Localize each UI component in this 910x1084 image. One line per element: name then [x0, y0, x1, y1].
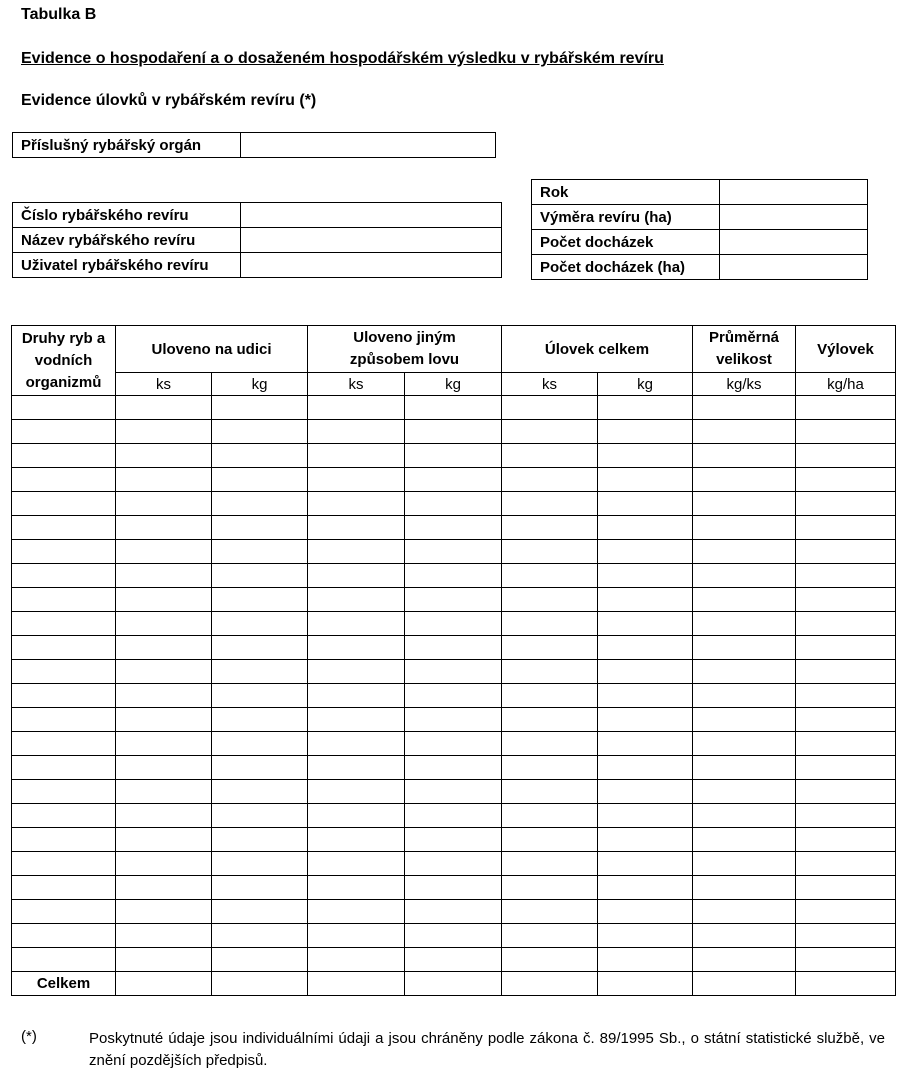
catch-table — [11, 325, 896, 996]
table-cell[interactable] — [308, 444, 405, 468]
unit-ks: ks — [116, 373, 212, 396]
table-cell[interactable] — [598, 564, 693, 588]
total-row — [12, 972, 896, 996]
table-cell[interactable] — [308, 396, 405, 420]
visits-label: Počet docházek — [532, 230, 720, 255]
unit-kg: kg — [212, 373, 308, 396]
table-cell[interactable] — [796, 876, 896, 900]
table-cell[interactable] — [116, 612, 212, 636]
table-cell[interactable] — [212, 540, 308, 564]
table-cell[interactable] — [405, 924, 502, 948]
total-catch-header: Úlovek celkem — [502, 326, 693, 373]
table-cell[interactable] — [308, 660, 405, 684]
table-cell[interactable] — [693, 444, 796, 468]
table-cell[interactable] — [308, 540, 405, 564]
table-row — [12, 828, 896, 852]
visits-per-ha-field[interactable] — [720, 255, 868, 280]
table-cell[interactable] — [502, 636, 598, 660]
table-cell[interactable] — [693, 876, 796, 900]
table-cell[interactable] — [116, 588, 212, 612]
area-field[interactable] — [720, 205, 868, 230]
table-row — [12, 756, 896, 780]
table-cell[interactable] — [12, 516, 116, 540]
table-cell[interactable] — [693, 924, 796, 948]
table-cell[interactable] — [405, 636, 502, 660]
species-header: Druhy ryb a vodních organizmů — [12, 326, 116, 396]
table-cell[interactable] — [502, 948, 598, 972]
table-cell[interactable] — [405, 516, 502, 540]
table-row — [12, 876, 896, 900]
table-cell[interactable] — [693, 828, 796, 852]
table-cell[interactable] — [212, 492, 308, 516]
table-cell[interactable] — [598, 636, 693, 660]
total-cell[interactable] — [308, 972, 405, 996]
table-cell[interactable] — [598, 516, 693, 540]
table-cell[interactable] — [308, 780, 405, 804]
table-cell[interactable] — [796, 516, 896, 540]
table-cell[interactable] — [212, 924, 308, 948]
table-cell[interactable] — [308, 828, 405, 852]
table-cell[interactable] — [405, 660, 502, 684]
unit-kg-per-ks: kg/ks — [693, 373, 796, 396]
table-cell[interactable] — [598, 660, 693, 684]
table-cell[interactable] — [212, 516, 308, 540]
table-cell[interactable] — [796, 756, 896, 780]
table-cell[interactable] — [116, 828, 212, 852]
total-cell[interactable] — [116, 972, 212, 996]
avg-size-header: Průměrná velikost — [693, 326, 796, 373]
table-cell[interactable] — [502, 420, 598, 444]
table-cell[interactable] — [502, 612, 598, 636]
table-cell[interactable] — [308, 900, 405, 924]
table-cell[interactable] — [502, 852, 598, 876]
table-cell[interactable] — [308, 564, 405, 588]
table-cell[interactable] — [212, 876, 308, 900]
table-cell[interactable] — [598, 732, 693, 756]
revir-number-label: Číslo rybářského revíru — [13, 203, 241, 228]
table-cell[interactable] — [308, 516, 405, 540]
table-cell[interactable] — [12, 468, 116, 492]
table-cell[interactable] — [405, 564, 502, 588]
table-cell[interactable] — [405, 468, 502, 492]
table-cell[interactable] — [693, 732, 796, 756]
table-cell[interactable] — [212, 804, 308, 828]
table-cell[interactable] — [212, 660, 308, 684]
table-cell[interactable] — [598, 468, 693, 492]
table-cell[interactable] — [502, 804, 598, 828]
organ-label: Příslušný rybářský orgán — [13, 133, 241, 158]
table-cell[interactable] — [693, 492, 796, 516]
visits-per-ha-label: Počet docházek (ha) — [532, 255, 720, 280]
table-cell[interactable] — [12, 756, 116, 780]
table-cell[interactable] — [796, 708, 896, 732]
table-cell[interactable] — [598, 612, 693, 636]
table-cell[interactable] — [12, 924, 116, 948]
table-cell[interactable] — [116, 780, 212, 804]
table-cell[interactable] — [693, 612, 796, 636]
table-cell[interactable] — [598, 492, 693, 516]
table-cell[interactable] — [405, 612, 502, 636]
table-cell[interactable] — [598, 444, 693, 468]
visits-field[interactable] — [720, 230, 868, 255]
table-cell[interactable] — [116, 876, 212, 900]
rod-catch-header: Uloveno na udici — [116, 326, 308, 373]
table-row — [12, 948, 896, 972]
table-cell[interactable] — [693, 708, 796, 732]
table-cell[interactable] — [212, 636, 308, 660]
table-cell[interactable] — [12, 852, 116, 876]
table-cell[interactable] — [116, 492, 212, 516]
table-cell[interactable] — [502, 732, 598, 756]
table-cell[interactable] — [693, 900, 796, 924]
table-cell[interactable] — [693, 468, 796, 492]
unit-kg: kg — [598, 373, 693, 396]
table-cell[interactable] — [598, 756, 693, 780]
table-cell[interactable] — [212, 948, 308, 972]
table-cell[interactable] — [308, 492, 405, 516]
table-row — [12, 852, 896, 876]
table-cell[interactable] — [796, 588, 896, 612]
area-label: Výměra revíru (ha) — [532, 205, 720, 230]
table-cell[interactable] — [12, 708, 116, 732]
table-row — [12, 660, 896, 684]
unit-kg: kg — [405, 373, 502, 396]
table-cell[interactable] — [693, 780, 796, 804]
table-cell[interactable] — [405, 756, 502, 780]
year-field[interactable] — [720, 180, 868, 205]
table-cell[interactable] — [12, 444, 116, 468]
table-cell[interactable] — [212, 420, 308, 444]
table-row — [12, 540, 896, 564]
table-cell[interactable] — [405, 804, 502, 828]
table-cell[interactable] — [796, 540, 896, 564]
table-row — [12, 588, 896, 612]
table-cell[interactable] — [405, 588, 502, 612]
table-cell[interactable] — [796, 684, 896, 708]
table-cell[interactable] — [12, 492, 116, 516]
table-cell[interactable] — [116, 948, 212, 972]
table-cell[interactable] — [796, 612, 896, 636]
total-cell[interactable] — [598, 972, 693, 996]
table-cell[interactable] — [405, 684, 502, 708]
table-cell[interactable] — [693, 756, 796, 780]
table-cell[interactable] — [116, 420, 212, 444]
table-cell[interactable] — [12, 396, 116, 420]
revir-user-label: Uživatel rybářského revíru — [13, 253, 241, 278]
table-row — [12, 612, 896, 636]
table-cell[interactable] — [405, 948, 502, 972]
table-cell[interactable] — [405, 876, 502, 900]
table-cell[interactable] — [308, 420, 405, 444]
table-cell[interactable] — [405, 732, 502, 756]
table-cell[interactable] — [308, 468, 405, 492]
unit-ks: ks — [308, 373, 405, 396]
organ-table — [12, 132, 496, 158]
footnote-text: Poskytnuté údaje jsou individuálními údaji a jsou chráněny podle zákona č. 89/1995 Sb., o státní statistické službě, ve znění pozdějších předpisů. — [89, 1030, 885, 1069]
table-cell[interactable] — [116, 660, 212, 684]
table-row — [12, 636, 896, 660]
table-cell[interactable] — [796, 924, 896, 948]
table-cell[interactable] — [12, 900, 116, 924]
table-cell[interactable] — [12, 612, 116, 636]
table-cell[interactable] — [116, 444, 212, 468]
table-cell[interactable] — [502, 660, 598, 684]
table-cell[interactable] — [693, 540, 796, 564]
table-cell[interactable] — [12, 780, 116, 804]
table-cell[interactable] — [598, 924, 693, 948]
total-cell[interactable] — [405, 972, 502, 996]
table-cell[interactable] — [405, 828, 502, 852]
table-cell[interactable] — [308, 804, 405, 828]
other-catch-header: Uloveno jiným způsobem lovu — [308, 326, 502, 373]
table-row — [12, 924, 896, 948]
table-row — [12, 732, 896, 756]
table-row — [12, 804, 896, 828]
table-cell[interactable] — [796, 852, 896, 876]
table-cell[interactable] — [598, 540, 693, 564]
table-cell[interactable] — [502, 564, 598, 588]
revir-user-field[interactable] — [241, 253, 502, 278]
table-cell[interactable] — [116, 924, 212, 948]
table-cell[interactable] — [796, 420, 896, 444]
table-cell[interactable] — [12, 948, 116, 972]
table-cell[interactable] — [308, 684, 405, 708]
table-cell[interactable] — [116, 636, 212, 660]
unit-kg-per-ha: kg/ha — [796, 373, 896, 396]
table-cell[interactable] — [12, 420, 116, 444]
table-row — [12, 492, 896, 516]
table-cell[interactable] — [693, 636, 796, 660]
table-cell[interactable] — [212, 612, 308, 636]
table-cell[interactable] — [116, 468, 212, 492]
revir-name-label: Název rybářského revíru — [13, 228, 241, 253]
table-cell[interactable] — [693, 420, 796, 444]
table-cell[interactable] — [796, 564, 896, 588]
table-cell[interactable] — [308, 876, 405, 900]
table-cell[interactable] — [502, 396, 598, 420]
table-cell[interactable] — [598, 948, 693, 972]
table-cell[interactable] — [116, 540, 212, 564]
table-cell[interactable] — [796, 468, 896, 492]
table-cell[interactable] — [308, 636, 405, 660]
table-cell[interactable] — [12, 732, 116, 756]
table-cell[interactable] — [502, 444, 598, 468]
table-cell[interactable] — [116, 852, 212, 876]
table-cell[interactable] — [12, 564, 116, 588]
table-label: Tabulka B — [21, 6, 97, 23]
table-row — [12, 516, 896, 540]
total-cell[interactable] — [502, 972, 598, 996]
table-row — [12, 900, 896, 924]
table-row — [12, 708, 896, 732]
table-cell[interactable] — [502, 684, 598, 708]
table-cell[interactable] — [502, 492, 598, 516]
table-cell[interactable] — [405, 420, 502, 444]
form-title: Evidence o hospodaření a o dosaženém hospodářském výsledku v rybářském revíru — [21, 50, 664, 67]
table-cell[interactable] — [12, 636, 116, 660]
year-label: Rok — [532, 180, 720, 205]
table-cell[interactable] — [212, 756, 308, 780]
table-cell[interactable] — [116, 708, 212, 732]
table-cell[interactable] — [405, 708, 502, 732]
table-cell[interactable] — [598, 588, 693, 612]
table-cell[interactable] — [12, 804, 116, 828]
yield-header: Výlovek — [796, 326, 896, 373]
table-cell[interactable] — [12, 876, 116, 900]
table-cell[interactable] — [405, 852, 502, 876]
table-cell[interactable] — [212, 564, 308, 588]
table-row — [12, 780, 896, 804]
table-cell[interactable] — [212, 852, 308, 876]
table-cell[interactable] — [502, 828, 598, 852]
total-cell[interactable] — [693, 972, 796, 996]
table-cell[interactable] — [308, 612, 405, 636]
table-cell[interactable] — [693, 804, 796, 828]
table-cell[interactable] — [598, 900, 693, 924]
table-cell[interactable] — [796, 636, 896, 660]
revir-name-field[interactable] — [241, 228, 502, 253]
table-cell[interactable] — [598, 780, 693, 804]
table-cell[interactable] — [598, 420, 693, 444]
table-cell[interactable] — [502, 588, 598, 612]
table-row — [12, 444, 896, 468]
table-cell[interactable] — [12, 660, 116, 684]
footnote-mark: (*) — [21, 1028, 37, 1045]
table-cell[interactable] — [502, 780, 598, 804]
table-cell[interactable] — [796, 828, 896, 852]
table-row — [12, 420, 896, 444]
table-cell[interactable] — [212, 444, 308, 468]
table-cell[interactable] — [598, 804, 693, 828]
revir-number-field[interactable] — [241, 203, 502, 228]
table-cell[interactable] — [796, 780, 896, 804]
table-cell[interactable] — [12, 828, 116, 852]
total-label: Celkem — [12, 972, 116, 996]
table-cell[interactable] — [502, 924, 598, 948]
table-cell[interactable] — [116, 564, 212, 588]
table-cell[interactable] — [212, 468, 308, 492]
table-cell[interactable] — [693, 564, 796, 588]
table-cell[interactable] — [212, 708, 308, 732]
table-cell[interactable] — [116, 756, 212, 780]
table-cell[interactable] — [598, 876, 693, 900]
table-cell[interactable] — [693, 516, 796, 540]
table-cell[interactable] — [796, 804, 896, 828]
table-cell[interactable] — [796, 948, 896, 972]
table-cell[interactable] — [502, 708, 598, 732]
table-cell[interactable] — [12, 588, 116, 612]
table-cell[interactable] — [693, 948, 796, 972]
table-cell[interactable] — [405, 900, 502, 924]
table-cell[interactable] — [598, 852, 693, 876]
table-cell[interactable] — [796, 444, 896, 468]
organ-value-field[interactable] — [241, 133, 496, 158]
table-cell[interactable] — [405, 444, 502, 468]
table-cell[interactable] — [405, 780, 502, 804]
table-row — [12, 396, 896, 420]
table-cell[interactable] — [598, 684, 693, 708]
table-cell[interactable] — [308, 732, 405, 756]
table-row — [12, 468, 896, 492]
table-cell[interactable] — [116, 396, 212, 420]
table-cell[interactable] — [308, 948, 405, 972]
table-cell[interactable] — [796, 492, 896, 516]
table-cell[interactable] — [308, 708, 405, 732]
table-cell[interactable] — [502, 756, 598, 780]
table-cell[interactable] — [212, 732, 308, 756]
table-cell[interactable] — [12, 684, 116, 708]
table-cell[interactable] — [693, 660, 796, 684]
table-cell[interactable] — [598, 708, 693, 732]
revir-table — [12, 202, 502, 278]
table-cell[interactable] — [405, 396, 502, 420]
table-cell[interactable] — [116, 804, 212, 828]
table-cell[interactable] — [12, 540, 116, 564]
table-cell[interactable] — [116, 900, 212, 924]
table-cell[interactable] — [212, 588, 308, 612]
table-cell[interactable] — [693, 588, 796, 612]
table-cell[interactable] — [693, 684, 796, 708]
table-cell[interactable] — [212, 900, 308, 924]
table-cell[interactable] — [212, 780, 308, 804]
table-cell[interactable] — [405, 540, 502, 564]
total-cell[interactable] — [212, 972, 308, 996]
table-cell[interactable] — [796, 900, 896, 924]
table-cell[interactable] — [502, 900, 598, 924]
table-cell[interactable] — [502, 540, 598, 564]
table-cell[interactable] — [212, 828, 308, 852]
table-cell[interactable] — [116, 732, 212, 756]
table-cell[interactable] — [308, 756, 405, 780]
table-row — [12, 684, 896, 708]
table-cell[interactable] — [502, 876, 598, 900]
table-cell[interactable] — [502, 468, 598, 492]
table-cell[interactable] — [116, 684, 212, 708]
form-subtitle: Evidence úlovků v rybářském revíru (*) — [21, 92, 317, 109]
total-cell[interactable] — [796, 972, 896, 996]
table-cell[interactable] — [116, 516, 212, 540]
table-cell[interactable] — [212, 684, 308, 708]
table-cell[interactable] — [308, 852, 405, 876]
table-cell[interactable] — [598, 828, 693, 852]
table-cell[interactable] — [598, 396, 693, 420]
table-cell[interactable] — [308, 588, 405, 612]
table-cell[interactable] — [308, 924, 405, 948]
unit-ks: ks — [502, 373, 598, 396]
table-cell[interactable] — [405, 492, 502, 516]
table-cell[interactable] — [693, 852, 796, 876]
table-cell[interactable] — [502, 516, 598, 540]
year-table — [531, 179, 868, 280]
table-cell[interactable] — [212, 396, 308, 420]
table-cell[interactable] — [796, 732, 896, 756]
table-row — [12, 564, 896, 588]
table-cell[interactable] — [796, 660, 896, 684]
table-cell[interactable] — [693, 396, 796, 420]
table-cell[interactable] — [796, 396, 896, 420]
